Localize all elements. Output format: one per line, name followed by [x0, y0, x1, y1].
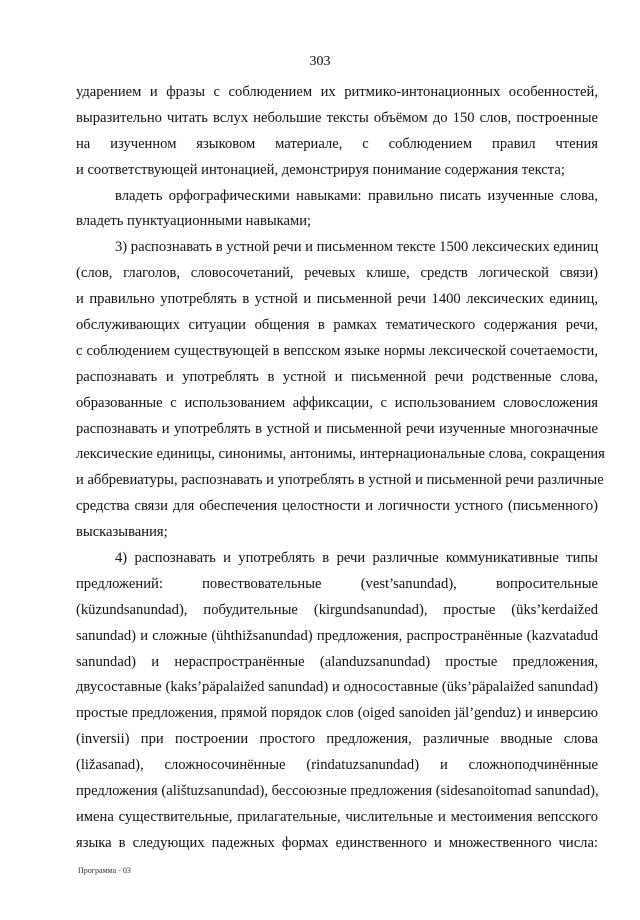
text-line: sanundad) и сложные (ühthižsanundad) предложения, распространённые (kazvatadud [76, 627, 598, 644]
text-line: образованные с использованием аффиксации, с использованием словосложения [76, 394, 598, 411]
text-line: и соответствующей интонацией, демонстрируя понимание содержания текста; [76, 161, 565, 178]
text-line: (слов, глаголов, словосочетаний, речевых клише, средств логической связи) [76, 265, 598, 282]
text-line: обслуживающих ситуации общения в рамках тематического содержания речи, [76, 317, 598, 334]
text-line: (küzundsanundad), побудительные (kirgundsanundad), простые (üks’kerdaižed [76, 601, 598, 618]
text-line: и аббревиатуры, распознавать и употреблять в устной и письменной речи различные [76, 472, 604, 489]
text-line: языка в следующих падежных формах единственного и множественного числа: [76, 834, 598, 851]
text-line: 3) распознавать в устной речи и письменном тексте 1500 лексических единиц [115, 239, 599, 256]
text-line: предложения (alištuzsanundad), бессоюзные предложения (sidesanoitomad sanundad), [76, 783, 599, 800]
text-line: с соблюдением существующей в вепсском языке нормы лексической сочетаемости, [76, 342, 598, 359]
text-line: имена существительные, прилагательные, числительные и местоимения вепсского [76, 808, 598, 825]
text-line: (inversii) при построении простого предложения, различные вводные слова [76, 731, 598, 748]
text-line: на изученном языковом материале, с соблюдением правил чтения [76, 135, 598, 152]
text-line: и правильно употреблять в устной и письменной речи 1400 лексических единиц, [76, 291, 598, 308]
text-line: простые предложения, прямой порядок слов (oiged sanoiden jäl’genduz) и инверсию [76, 705, 598, 722]
text-line: высказывания; [76, 524, 168, 541]
text-line: предложений: повествовательные (vest’sanundad), вопросительные [76, 575, 598, 592]
text-line: ударением и фразы с соблюдением их ритмико-интонационных особенностей, [76, 84, 598, 100]
page-number: 303 [309, 54, 331, 69]
footer-text: Программа - 03 [78, 866, 131, 875]
text-line: двусоставные (kaks’päpalaižed sanundad) и односоставные (üks’päpalaižed sanundad) [76, 679, 598, 696]
body-text [76, 80, 605, 857]
text-line: (ližasanad), сложносочинённые (rindatuzsanundad) и сложноподчинённые [76, 757, 598, 774]
text-line: 4) распознавать и употреблять в речи различные коммуникативные типы [115, 550, 598, 567]
text-line: выразительно читать вслух небольшие тексты объёмом до 150 слов, построенные [76, 109, 598, 126]
text-line: распознавать и употреблять в устной и письменной речи изученные многозначные [76, 420, 598, 437]
text-line: sanundad) и нераспространённые (alanduzsanundad) простые предложения, [76, 653, 598, 670]
text-line: владеть пунктуационными навыками; [76, 213, 312, 230]
text-line: распознавать и употреблять в устной и письменной речи родственные слова, [76, 368, 598, 385]
text-line: лексические единицы, синонимы, антонимы, интернациональные слова, сокращения [76, 446, 605, 463]
text-line: владеть орфографическими навыками: правильно писать изученные слова, [115, 187, 598, 204]
text-line: средства связи для обеспечения целостности и логичности устного (письменного) [76, 498, 598, 515]
